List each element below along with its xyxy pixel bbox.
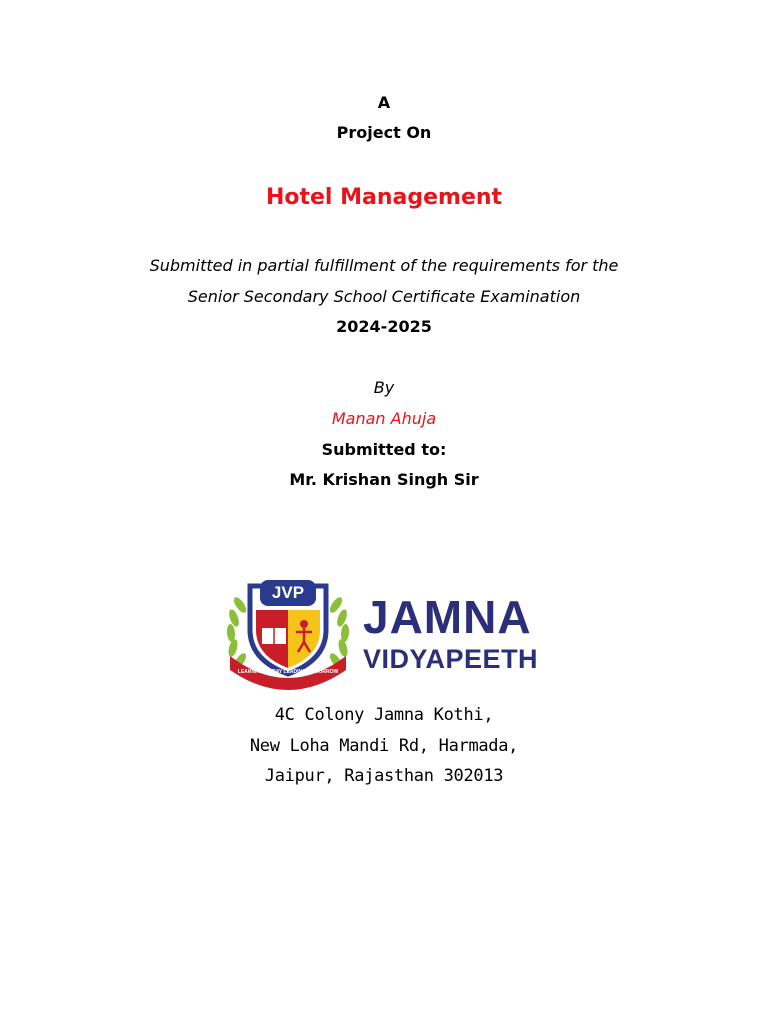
author-name: Manan Ahuja [331, 409, 437, 428]
school-name-line1: JAMNA [363, 591, 532, 643]
school-logo [220, 560, 548, 696]
school-logo-badge-text: JVP [271, 583, 305, 602]
school-name-line2: VIDYAPEETH [363, 644, 539, 674]
cover-letter-a: A [377, 93, 391, 112]
teacher-name: Mr. Krishan Singh Sir [289, 470, 479, 489]
submitted-to-label: Submitted to: [321, 440, 447, 459]
address-line1: 4C Colony Jamna Kothi, [274, 705, 494, 725]
school-logo-motto: LEARNING TODAY LEADING TOMORROW [237, 669, 339, 675]
academic-year: 2024-2025 [336, 317, 432, 336]
submission-statement-line1: Submitted in partial fulfillment of the requirements for the [149, 256, 619, 275]
project-title: Hotel Management [265, 185, 503, 210]
address-line2: New Loha Mandi Rd, Harmada, [249, 736, 519, 756]
project-on-label: Project On [336, 123, 432, 142]
submission-statement-line2: Senior Secondary School Certificate Examination [187, 287, 581, 306]
by-label: By [373, 378, 395, 397]
address-line3: Jaipur, Rajasthan 302013 [264, 766, 504, 786]
